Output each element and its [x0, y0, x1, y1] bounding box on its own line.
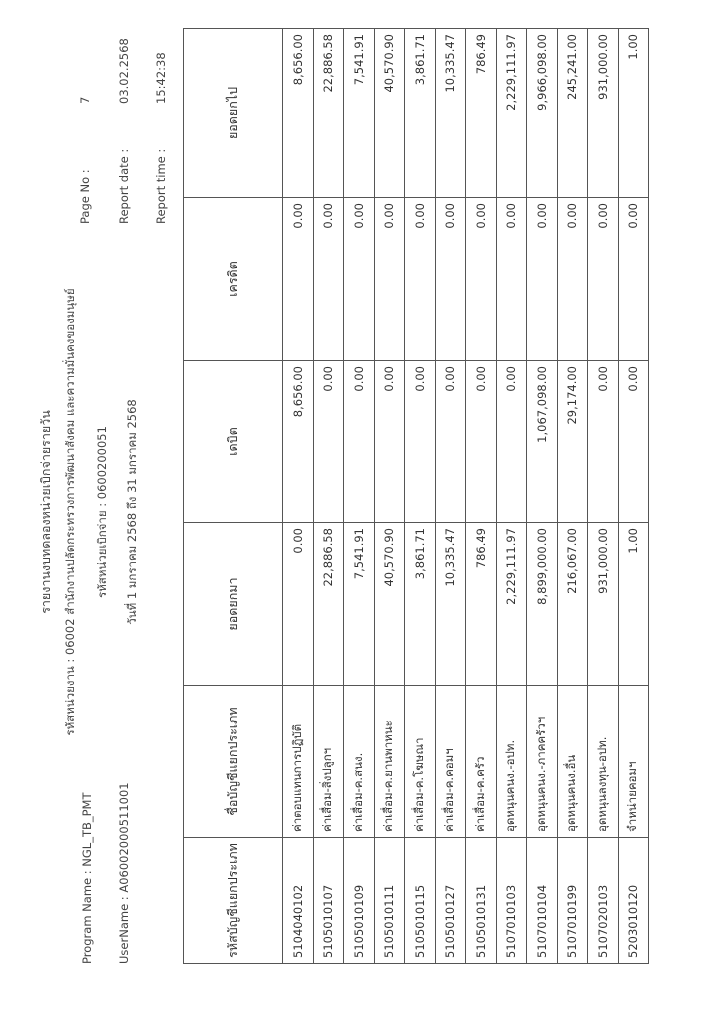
cell-account-code: 5105010111 [374, 838, 405, 964]
cell-account-code: 5105010127 [435, 838, 466, 964]
cell-debit: 0.00 [435, 361, 466, 523]
trial-balance-table [183, 28, 649, 964]
cell-debit: 0.00 [313, 361, 344, 523]
cell-balance-carried-forward: 9,966,098.00 [527, 29, 558, 198]
cell-balance-carried-forward: 2,229,111.97 [496, 29, 527, 198]
cell-balance-brought-forward: 3,861.71 [405, 523, 436, 686]
table-row [557, 29, 588, 964]
cell-account-code: 5105010109 [344, 838, 375, 964]
cell-account-name: อุดหนุนลงทุน-อปท. [588, 686, 619, 838]
cell-account-name: ค่าเสื่อม-สิ่งปลูกฯ [313, 686, 344, 838]
header-balance-carried-forward: ยอดยกไป [184, 29, 283, 198]
table-row [344, 29, 375, 964]
cell-credit: 0.00 [435, 198, 466, 361]
cell-balance-carried-forward: 10,335.47 [435, 29, 466, 198]
cell-credit: 0.00 [405, 198, 436, 361]
report-date-label: Report date : [117, 148, 131, 224]
table-row [283, 29, 314, 964]
header-credit: เครดิต [184, 198, 283, 361]
cell-account-code: 5105010107 [313, 838, 344, 964]
report-time: 15:42:38 [154, 52, 168, 104]
table-row [588, 29, 619, 964]
table-row [435, 29, 466, 964]
cell-account-name: อุดหนุนคนง.อื่น [557, 686, 588, 838]
cell-balance-brought-forward: 22,886.58 [313, 523, 344, 686]
cell-balance-brought-forward: 8,899,000.00 [527, 523, 558, 686]
cell-debit: 0.00 [618, 361, 649, 523]
user-name: UserName : A06002000511001 [117, 782, 131, 964]
cell-credit: 0.00 [557, 198, 588, 361]
cell-account-code: 5203010120 [618, 838, 649, 964]
cell-credit: 0.00 [466, 198, 497, 361]
agency-line: รหัสหน่วยงาน : 06002 สำนักงานปลัดกระทรวงการพัฒนาสังคม และความมั่นคงของมนุษย์ [63, 288, 77, 736]
date-range-line: วันที่ 1 มกราคม 2568 ถึง 31 มกราคม 2568 [125, 399, 139, 625]
cell-debit: 29,174.00 [557, 361, 588, 523]
table-header-row [184, 29, 283, 964]
report-time-label: Report time : [154, 148, 168, 224]
cell-account-code: 5107020103 [588, 838, 619, 964]
table-row [405, 29, 436, 964]
cell-account-code: 5105010131 [466, 838, 497, 964]
cell-balance-carried-forward: 786.49 [466, 29, 497, 198]
page-no: 7 [78, 96, 92, 104]
cell-balance-carried-forward: 40,570.90 [374, 29, 405, 198]
header-debit: เดบิต [184, 361, 283, 523]
table-row [527, 29, 558, 964]
cell-account-name: อุดหนุนคนง.-อปท. [496, 686, 527, 838]
cell-account-code: 5107010104 [527, 838, 558, 964]
cell-account-name: ค่าเสื่อม-ค.ยานพาหนะ [374, 686, 405, 838]
cell-credit: 0.00 [527, 198, 558, 361]
cell-balance-brought-forward: 40,570.90 [374, 523, 405, 686]
cell-balance-brought-forward: 0.00 [283, 523, 314, 686]
table-row [313, 29, 344, 964]
cell-account-code: 5105010115 [405, 838, 436, 964]
cell-balance-carried-forward: 245,241.00 [557, 29, 588, 198]
cell-account-name: ค่าเสื่อม-ค.คอมฯ [435, 686, 466, 838]
table-row [374, 29, 405, 964]
header-account-code: รหัสบัญชีแยกประเภท [184, 838, 283, 964]
cell-debit: 0.00 [466, 361, 497, 523]
cell-credit: 0.00 [496, 198, 527, 361]
cell-credit: 0.00 [374, 198, 405, 361]
cell-debit: 0.00 [405, 361, 436, 523]
report-date: 03.02.2568 [117, 38, 131, 104]
report-title: รายงานงบทดลองหน่วยเบิกจ่ายรายวัน [38, 410, 53, 614]
cell-balance-carried-forward: 22,886.58 [313, 29, 344, 198]
cell-debit: 8,656.00 [283, 361, 314, 523]
cell-balance-brought-forward: 216,067.00 [557, 523, 588, 686]
cell-credit: 0.00 [618, 198, 649, 361]
cell-account-name: ค่าเสื่อม-ค.โฆษณา [405, 686, 436, 838]
table-row [466, 29, 497, 964]
page-no-label: Page No : [78, 169, 92, 224]
cell-balance-carried-forward: 8,656.00 [283, 29, 314, 198]
cell-account-name: อุดหนุนคนง.-ภาคครัวฯ [527, 686, 558, 838]
header-balance-brought-forward: ยอดยกมา [184, 523, 283, 686]
cell-balance-brought-forward: 786.49 [466, 523, 497, 686]
cell-account-name: จำหน่ายคอมฯ [618, 686, 649, 838]
cell-credit: 0.00 [283, 198, 314, 361]
cell-debit: 1,067,098.00 [527, 361, 558, 523]
cell-debit: 0.00 [374, 361, 405, 523]
cell-balance-brought-forward: 1.00 [618, 523, 649, 686]
table-row [618, 29, 649, 964]
cell-balance-brought-forward: 931,000.00 [588, 523, 619, 686]
cell-account-code: 5104040102 [283, 838, 314, 964]
cell-balance-brought-forward: 10,335.47 [435, 523, 466, 686]
cell-credit: 0.00 [313, 198, 344, 361]
cell-balance-carried-forward: 7,541.91 [344, 29, 375, 198]
cell-balance-brought-forward: 2,229,111.97 [496, 523, 527, 686]
cell-credit: 0.00 [344, 198, 375, 361]
cell-balance-carried-forward: 1.00 [618, 29, 649, 198]
cell-debit: 0.00 [588, 361, 619, 523]
header-account-name: ชื่อบัญชีแยกประเภท [184, 686, 283, 838]
cell-debit: 0.00 [496, 361, 527, 523]
cell-balance-brought-forward: 7,541.91 [344, 523, 375, 686]
cell-account-code: 5107010103 [496, 838, 527, 964]
cell-debit: 0.00 [344, 361, 375, 523]
table-row [496, 29, 527, 964]
cell-account-name: ค่าเสื่อม-ค.ครัว [466, 686, 497, 838]
cell-credit: 0.00 [588, 198, 619, 361]
cell-account-name: ค่าเสื่อม-ค.สนง. [344, 686, 375, 838]
program-name: Program Name : NGL_TB_PMT [80, 792, 94, 964]
cell-account-code: 5107010199 [557, 838, 588, 964]
cell-balance-carried-forward: 931,000.00 [588, 29, 619, 198]
disbursing-unit-line: รหัสหน่วยเบิกจ่าย : 0600200051 [95, 426, 109, 598]
cell-balance-carried-forward: 3,861.71 [405, 29, 436, 198]
cell-account-name: ค่าตอบแทนการปฏิบัติ [283, 686, 314, 838]
